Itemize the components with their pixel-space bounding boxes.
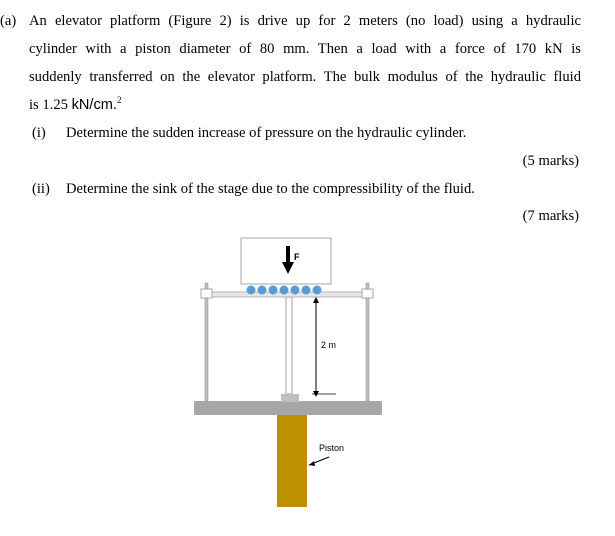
roller: [280, 286, 289, 295]
right-post: [366, 283, 369, 401]
base-plate: [194, 401, 382, 415]
roller: [291, 286, 300, 295]
roller: [247, 286, 256, 295]
roller: [258, 286, 267, 295]
part-i-label: (i): [32, 125, 46, 141]
roller: [269, 286, 278, 295]
piston-leader-arrow: [309, 461, 315, 466]
roller: [302, 286, 311, 295]
bulk-modulus-exponent: 2: [116, 95, 122, 106]
part-ii-label: (ii): [32, 181, 50, 197]
bulk-modulus-value: is 1.25: [29, 97, 72, 113]
piston-cylinder: [277, 415, 307, 507]
left-post: [205, 283, 208, 401]
left-post-cap: [201, 289, 212, 298]
part-ii-marks: (7 marks): [522, 208, 579, 224]
roller: [313, 286, 322, 295]
part-i-marks: (5 marks): [522, 153, 579, 169]
piston-label: Piston: [319, 443, 345, 453]
question-line-3: suddenly transferred on the elevator platform. The bulk modulus of the hydraulic fluid: [29, 69, 581, 85]
piston-rod: [286, 297, 292, 394]
force-label: F: [294, 252, 300, 262]
height-label: 2 m: [321, 340, 337, 350]
right-post-cap: [362, 289, 373, 298]
question-line-2: cylinder with a piston diameter of 80 mm. Then a load with a force of 170 kN is: [29, 41, 581, 57]
height-arrow-top: [313, 297, 319, 303]
question-line-1: An elevator platform (Figure 2) is drive up for 2 meters (no load) using a hydraulic: [29, 13, 581, 29]
question-label: (a): [0, 13, 17, 29]
part-i-text: Determine the sudden increase of pressure on the hydraulic cylinder.: [66, 125, 467, 141]
cylinder-head: [281, 394, 299, 402]
bulk-modulus-unit: kN/cm.: [71, 97, 117, 113]
part-ii-text: Determine the sink of the stage due to the compressibility of the fluid.: [66, 181, 475, 197]
